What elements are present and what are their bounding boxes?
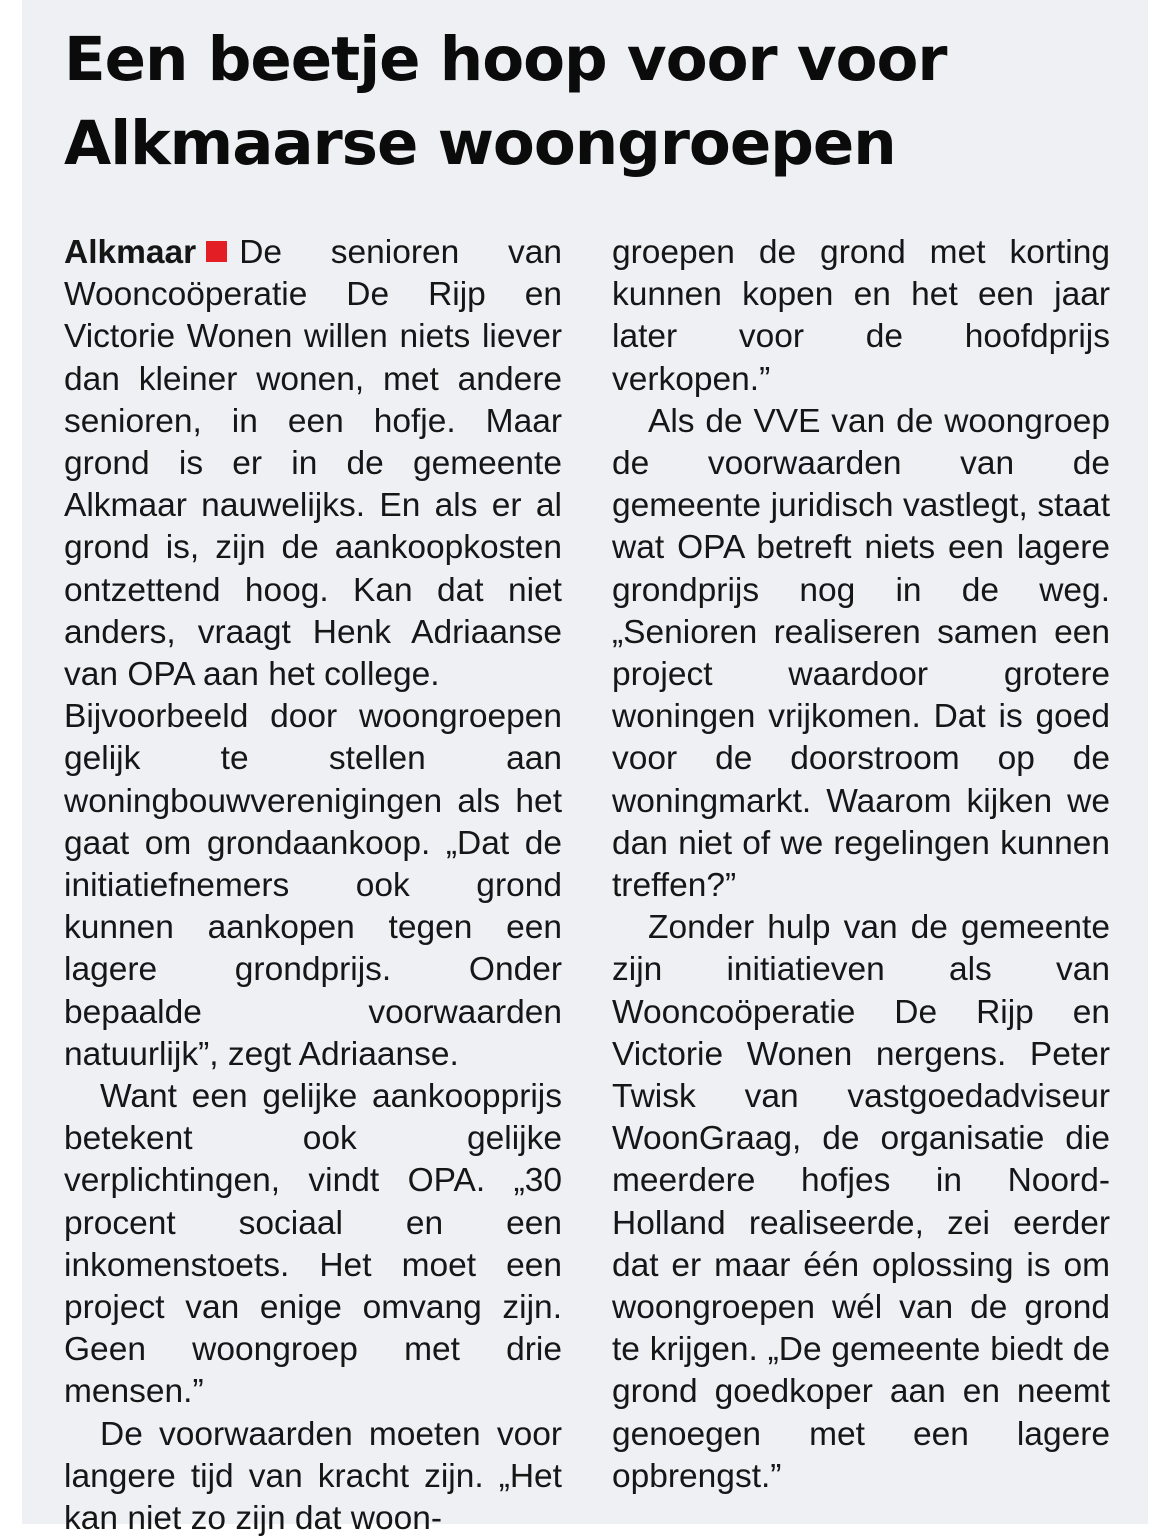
article-paragraph: groepen de grond met korting kunnen kopen en het een jaar later voor de hoofdprijs verkopen.” (612, 234, 1110, 398)
article-paragraph: Zonder hulp van de gemeente zijn initiatieven als van Wooncoöperatie De Rijp en Victorie Wonen nergens. Peter Twisk van vastgoedadviseur WoonGraag, de organisatie die meerdere hofjes in Noord-Holland realiseerde, zei eerder dat er maar één oplossing is om woongroepen wél van de grond te krijgen. „De gemeente biedt de grond goedkoper aan en neemt genoegen met een lagere opbrengst.” (612, 909, 1110, 1495)
article-paragraph: De voorwaarden moeten voor langere tijd van kracht zijn. „Het kan niet zo zijn dat woon- (64, 1415, 562, 1538)
article-column-right (612, 232, 1110, 1498)
article-paragraph (64, 232, 562, 696)
article-paragraph: Als de VVE van de woongroep de voorwaarden van de gemeente juridisch vastlegt, staat wat OPA betreft niets een lagere grondprijs nog in de weg. „Senioren realiseren samen een project waardoor grotere woningen vrijkomen. Dat is goed voor de doorstroom op de woningmarkt. Waarom kijken we dan niet of we regelingen kunnen treffen?” (612, 402, 1110, 905)
article-paragraph: Bijvoorbeeld door woongroepen gelijk te stellen aan woningbouwverenigingen als het gaat om grondaankoop. „Dat de initiatiefnemers ook grond kunnen aankopen tegen een lagere grondprijs. Onder bepaalde voorwaarden natuurlijk”, zegt Adriaanse. (64, 698, 562, 1073)
article-column-left (64, 232, 562, 1540)
paragraph-text: De senioren van Wooncoöperatie De Rijp en Victorie Wonen willen niets liever dan kleiner wonen, met andere senioren, in een hofje. Maar grond is er in de gemeente Alkmaar nauwelijks. En als er al grond is, zijn de aankoopkosten ontzettend hoog. Kan dat niet anders, vraagt Henk Adriaanse van OPA aan het college. (64, 234, 562, 694)
article-paragraph: Want een gelijke aankoopprijs betekent ook gelijke verplichtingen, vindt OPA. „30 procent sociaal en een inkomenstoets. Het moet een project van enige omvang zijn. Geen woongroep met drie mensen.” (64, 1078, 562, 1411)
dateline-bullet-icon (206, 241, 227, 262)
headline: Een beetje hoop voor voor Alkmaarse woongroepen (64, 24, 947, 179)
newspaper-clipping (22, 0, 1148, 1538)
dateline: Alkmaar (64, 234, 197, 271)
